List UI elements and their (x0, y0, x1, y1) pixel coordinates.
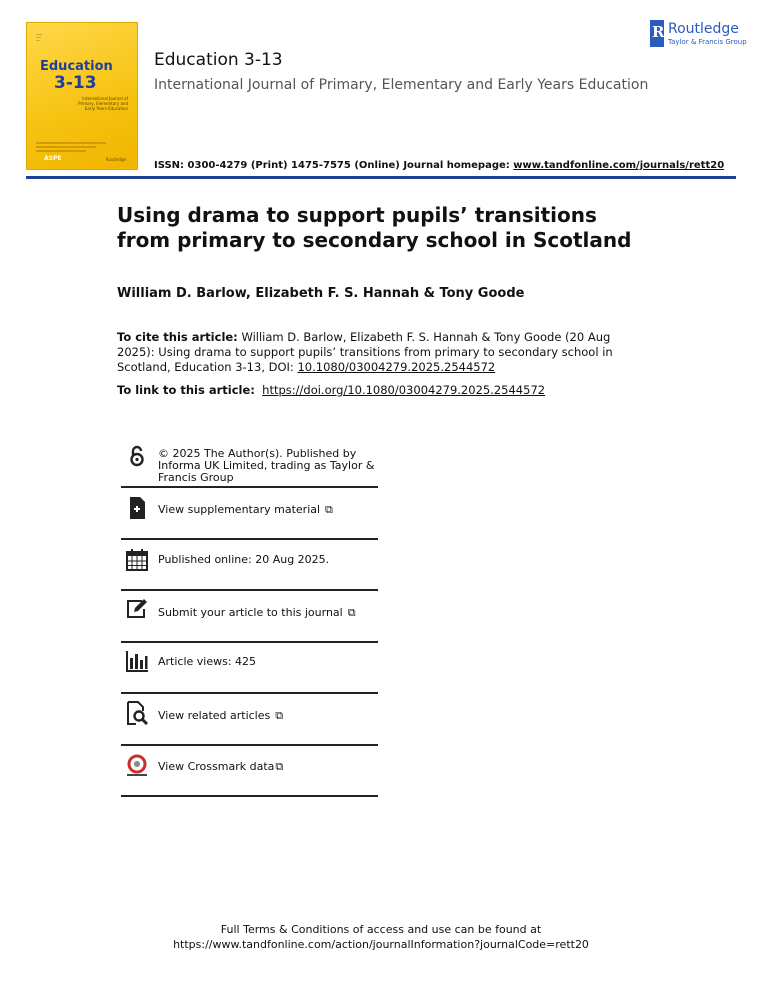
open-access-icon (125, 444, 149, 468)
external-link-icon: ⧉ (347, 606, 356, 619)
external-link-icon: ⧉ (325, 503, 333, 516)
cite-doi-link[interactable]: 10.1080/03004279.2025.2544572 (297, 360, 496, 374)
cite-label: To cite this article: (117, 330, 238, 344)
edit-icon (125, 597, 149, 621)
bar-chart-icon (125, 649, 149, 673)
submit-label: Submit your article to this journal (158, 606, 343, 619)
article-title: Using drama to support pupils’ transitions from primary to secondary school in Scotland (117, 203, 632, 252)
header-rule (26, 176, 736, 179)
divider (121, 486, 378, 488)
divider (121, 795, 378, 797)
journal-title: Education 3-13 (154, 50, 283, 70)
publisher-name: Routledge (668, 21, 739, 37)
cover-title-line2: 3-13 (54, 73, 97, 93)
crossmark-row[interactable] (121, 752, 378, 790)
divider (121, 589, 378, 591)
published-row (121, 546, 378, 584)
cover-decoration (36, 142, 106, 154)
views-row (121, 648, 378, 686)
journal-subtitle: International Journal of Primary, Elementary and Early Years Education (154, 77, 649, 93)
cover-publisher-left: ASPE (44, 155, 62, 162)
article-url-link[interactable]: https://doi.org/10.1080/03004279.2025.2544572 (262, 383, 546, 397)
routledge-logo-icon: R (650, 20, 664, 47)
external-link-icon: ⧉ (275, 760, 284, 773)
cover-volume-text: ━━━━━ ━━━━ ━━━ (36, 34, 43, 42)
calendar-icon (125, 548, 149, 572)
issn-line (154, 160, 724, 171)
supplementary-label: View supplementary material (158, 503, 321, 516)
external-link-icon: ⧉ (275, 709, 284, 722)
publisher-tagline: Taylor & Francis Group (668, 38, 747, 46)
submit-link[interactable] (158, 607, 356, 619)
published-date: Published online: 20 Aug 2025. (158, 553, 330, 566)
cover-publisher-right: Routledge (105, 157, 126, 162)
crossmark-icon (125, 754, 149, 778)
license-text: © 2025 The Author(s). Published by Informa UK Limited, trading as Taylor & Francis Group (158, 447, 375, 484)
journal-cover (26, 22, 138, 170)
issn-text: ISSN: 0300-4279 (Print) 1475-7575 (Online) Journal homepage: (154, 160, 514, 171)
supplementary-link[interactable] (158, 504, 333, 516)
supplementary-row[interactable] (121, 494, 378, 532)
license-row (121, 442, 378, 486)
crossmark-label: View Crossmark data (158, 760, 275, 773)
article-authors: William D. Barlow, Elizabeth F. S. Hannah & Tony Goode (117, 286, 525, 301)
citation (117, 330, 637, 375)
related-label: View related articles (158, 709, 271, 722)
document-add-icon (125, 496, 149, 520)
search-document-icon (125, 701, 149, 725)
link-label: To link to this article: (117, 383, 255, 397)
cover-title-line1: Education (40, 59, 113, 74)
footer-terms-link[interactable]: https://www.tandfonline.com/action/journalInformation?journalCode=rett20 (173, 938, 589, 951)
footer-line1: Full Terms & Conditions of access and use can be found at (220, 923, 542, 936)
crossmark-link[interactable] (158, 761, 283, 773)
divider (121, 641, 378, 643)
footer (0, 922, 762, 952)
divider (121, 744, 378, 746)
article-views: Article views: 425 (158, 655, 257, 668)
cover-subtitle: International Journal of Primary, Elementary and Early Years Education (78, 96, 128, 111)
cite-text: William D. Barlow, Elizabeth F. S. Hannah & Tony Goode (20 Aug 2025): Using drama to support pupils’ transitions from primary to secondary school in Scotland, Education 3-13, DOI: (117, 330, 613, 374)
divider (121, 538, 378, 540)
article-link (117, 383, 545, 397)
related-link[interactable] (158, 710, 283, 722)
divider (121, 692, 378, 694)
submit-row[interactable] (121, 597, 378, 635)
related-row[interactable] (121, 700, 378, 738)
journal-homepage-link[interactable]: www.tandfonline.com/journals/rett20 (513, 160, 725, 171)
